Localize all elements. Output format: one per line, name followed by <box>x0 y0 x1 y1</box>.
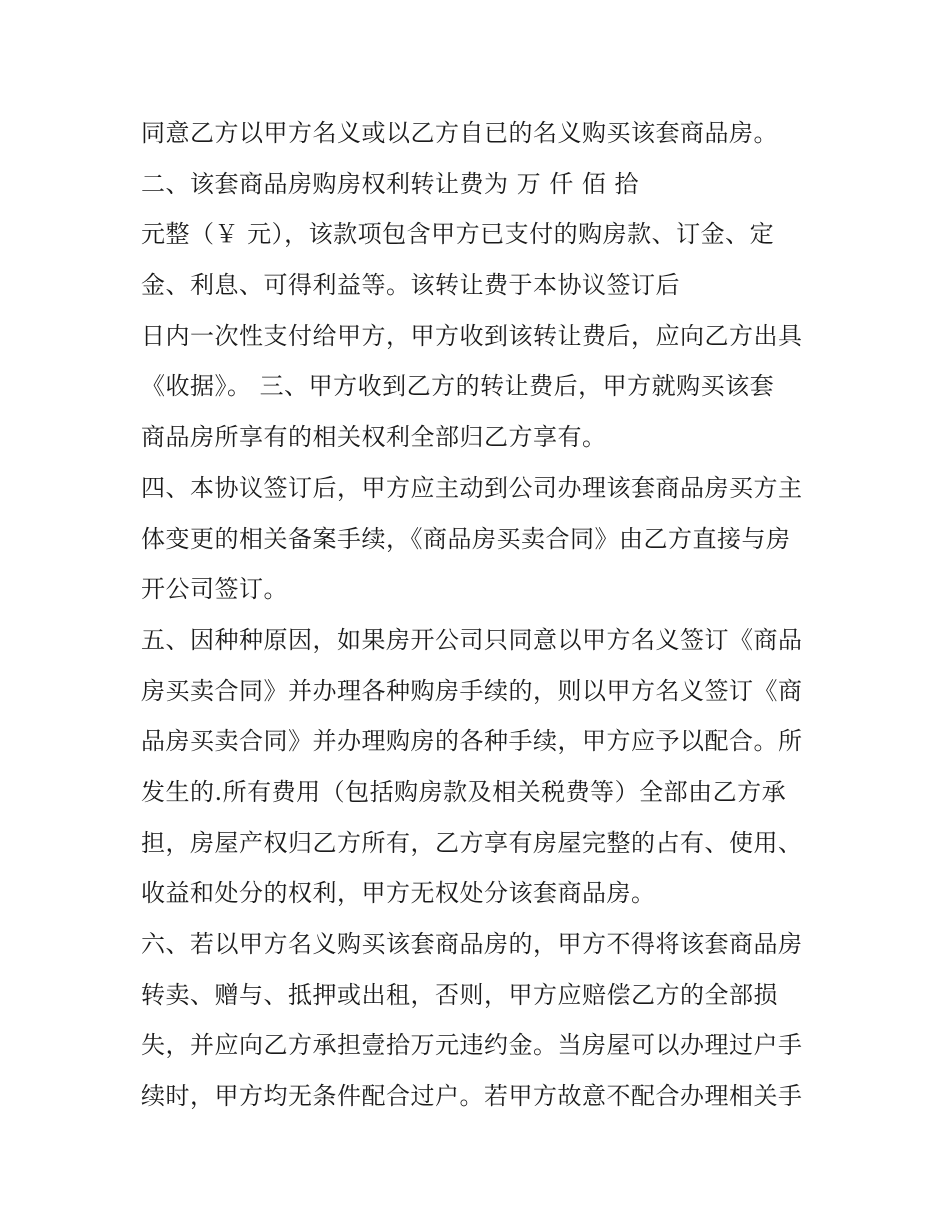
text-line: 同意乙方以甲方名义或以乙方自已的名义购买该套商品房。 <box>141 119 778 147</box>
document-body <box>141 108 821 1122</box>
text-line: 二、该套商品房购房权利转让费为 万 仟 佰 拾 <box>141 169 640 198</box>
text-line: 发生的.所有费用（包括购房款及相关税费等）全部由乙方承 <box>141 777 787 806</box>
text-line: 元整（￥ 元），该款项包含甲方已支付的购房款、订金、定 <box>141 220 775 249</box>
text-line: 六、若以甲方名义购买该套商品房的，甲方不得将该套商品房 <box>141 930 803 958</box>
text-line: 日内一次性支付给甲方，甲方收到该转让费后，应向乙方出具 <box>141 321 803 350</box>
text-line: 收益和处分的权利，甲方无权处分该套商品房。 <box>141 879 656 908</box>
text-line: 房买卖合同》并办理各种购房手续的，则以甲方名义签订《商 <box>141 676 803 705</box>
text-line: 金、利息、可得利益等。该转让费于本协议签订后 <box>141 271 680 300</box>
text-line: 体变更的相关备案手续，《商品房买卖合同》由乙方直接与房 <box>141 524 791 553</box>
text-line: 开公司签订。 <box>141 575 288 604</box>
text-line: 五、因种种原因，如果房开公司只同意以甲方名义签订《商品 <box>141 625 803 654</box>
text-line: 失，并应向乙方承担壹拾万元违约金。当房屋可以办理过户手 <box>141 1031 803 1060</box>
text-line: 转卖、赠与、抵押或出租，否则，甲方应赔偿乙方的全部损 <box>141 980 778 1009</box>
text-line: 四、本协议签订后，甲方应主动到公司办理该套商品房买方主 <box>141 473 803 502</box>
text-line: 《收据》。 三、甲方收到乙方的转让费后，甲方就购买该套 <box>141 372 775 401</box>
text-line: 商品房所享有的相关权利全部归乙方享有。 <box>141 423 607 452</box>
text-line: 续时，甲方均无条件配合过户。若甲方故意不配合办理相关手 <box>141 1082 803 1111</box>
text-line: 品房买卖合同》并办理购房的各种手续，甲方应予以配合。所 <box>141 727 803 756</box>
text-line: 担，房屋产权归乙方所有，乙方享有房屋完整的占有、使用、 <box>141 828 803 857</box>
